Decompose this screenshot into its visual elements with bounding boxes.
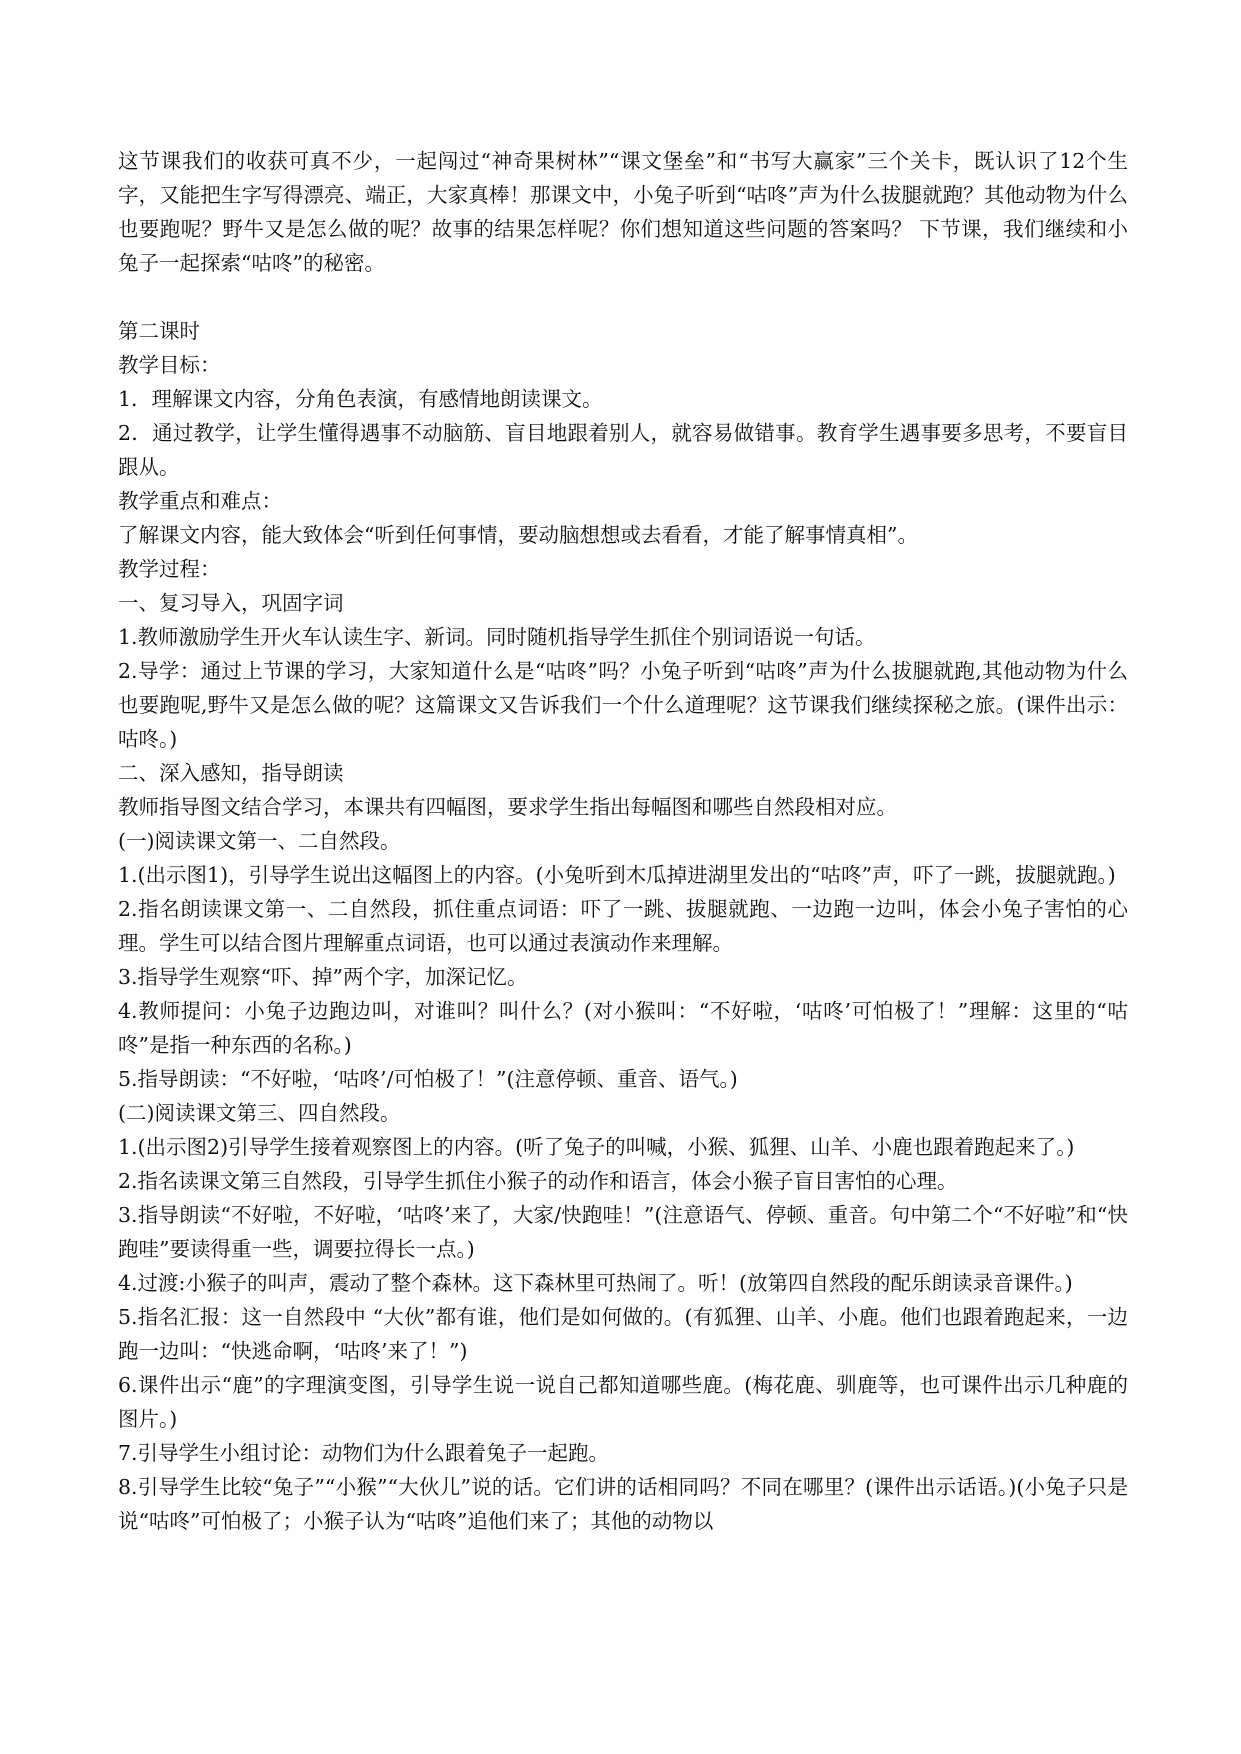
part-2-item-6: 6.课件出示“鹿”的字理演变图，引导学生说一说自己都知道哪些鹿。(梅花鹿、驯鹿等，也可课件出示几种鹿的图片。) [118, 1373, 1128, 1431]
section-1-heading: 一、复习导入，巩固字词 [118, 591, 344, 615]
paragraph-gap [118, 280, 1128, 314]
part-2-item-7: 7.引导学生小组讨论：动物们为什么跟着兔子一起跑。 [118, 1441, 610, 1465]
part-1-item-4: 4.教师提问：小兔子边跑边叫，对谁叫？叫什么？(对小猴叫：“不好啦，‘咕咚’可怕极了！”理解：这里的“咕咚”是指一种东西的名称。) [118, 999, 1128, 1057]
section-1-item-2: 2.导学：通过上节课的学习，大家知道什么是“咕咚”吗？小兔子听到“咕咚”声为什么拔腿就跑,其他动物为什么也要跑呢,野牛又是怎么做的呢？这篇课文又告诉我们一个什么道理呢？这节课我们继续探秘之旅。(课件出示：咕咚。) [118, 659, 1128, 751]
goals-heading: 教学目标： [118, 353, 221, 377]
part-2-item-8: 8.引导学生比较“兔子”“小猴”“大伙儿”说的话。它们讲的话相同吗？不同在哪里？(课件出示话语。)(小兔子只是说“咕咚”可怕极了；小猴子认为“咕咚”追他们来了；其他的动物以 [118, 1475, 1128, 1533]
keypoints-text: 了解课文内容，能大致体会“听到任何事情，要动脑想想或去看看，才能了解事情真相”。 [118, 523, 918, 547]
keypoints-heading: 教学重点和难点： [118, 489, 282, 513]
section-2-intro: 教师指导图文结合学习，本课共有四幅图，要求学生指出每幅图和哪些自然段相对应。 [118, 795, 897, 819]
part-2-item-5: 5.指名汇报：这一自然段中 “大伙”都有谁，他们是如何做的。(有狐狸、山羊、小鹿。他们也跟着跑起来，一边跑一边叫：“快逃命啊，‘咕咚’来了！”) [118, 1305, 1128, 1363]
part-1-item-5: 5.指导朗读：“不好啦，‘咕咚’/可怕极了！”(注意停顿、重音、语气。) [118, 1067, 738, 1091]
intro-paragraph: 这节课我们的收获可真不少，一起闯过“神奇果树林”“课文堡垒”和“书写大赢家”三个关卡，既认识了12个生字，又能把生字写得漂亮、端正，大家真棒！那课文中，小兔子听到“咕咚”声为什么拔腿就跑？其他动物为什么也要跑呢？野牛又是怎么做的呢？故事的结果怎样呢？你们想知道这些问题的答案吗？ 下节课，我们继续和小兔子一起探索“咕咚”的秘密。 [118, 149, 1128, 275]
part-1-item-3: 3.指导学生观察“吓、掉”两个字，加深记忆。 [118, 965, 528, 989]
section-1-item-1: 1.教师激励学生开火车认读生字、新词。同时随机指导学生抓住个别词语说一句话。 [118, 625, 876, 649]
part-2-item-1: 1.(出示图2)引导学生接着观察图上的内容。(听了兔子的叫喊，小猴、狐狸、山羊、小鹿也跟着跑起来了。) [118, 1135, 1075, 1159]
section-2-heading: 二、深入感知，指导朗读 [118, 761, 344, 785]
part-2-item-3: 3.指导朗读“不好啦，不好啦，‘咕咚’来了，大家/快跑哇！”(注意语气、停顿、重音。句中第二个“不好啦”和“快跑哇”要读得重一些，调要拉得长一点。) [118, 1203, 1128, 1261]
goal-item-1: 1．理解课文内容，分角色表演，有感情地朗读课文。 [118, 387, 603, 411]
part-1-item-1: 1.(出示图1)，引导学生说出这幅图上的内容。(小兔听到木瓜掉进湖里发出的“咕咚”声，吓了一跳，拔腿就跑。) [118, 863, 1116, 887]
process-heading: 教学过程： [118, 557, 221, 581]
part-2-item-2: 2.指名读课文第三自然段，引导学生抓住小猴子的动作和语言，体会小猴子盲目害怕的心理。 [118, 1169, 958, 1193]
part-2-item-4: 4.过渡:小猴子的叫声，震动了整个森林。这下森林里可热闹了。听！(放第四自然段的配乐朗读录音课件。) [118, 1271, 1073, 1295]
document-page [118, 144, 1128, 1538]
part-1-heading: (一)阅读课文第一、二自然段。 [118, 829, 401, 853]
goal-item-2: 2．通过教学，让学生懂得遇事不动脑筋、盲目地跟着别人，就容易做错事。教育学生遇事要多思考，不要盲目跟从。 [118, 421, 1128, 479]
lesson-title: 第二课时 [118, 319, 200, 343]
part-2-heading: (二)阅读课文第三、四自然段。 [118, 1101, 401, 1125]
part-1-item-2: 2.指名朗读课文第一、二自然段，抓住重点词语：吓了一跳、拔腿就跑、一边跑一边叫，体会小兔子害怕的心理。学生可以结合图片理解重点词语，也可以通过表演动作来理解。 [118, 897, 1128, 955]
